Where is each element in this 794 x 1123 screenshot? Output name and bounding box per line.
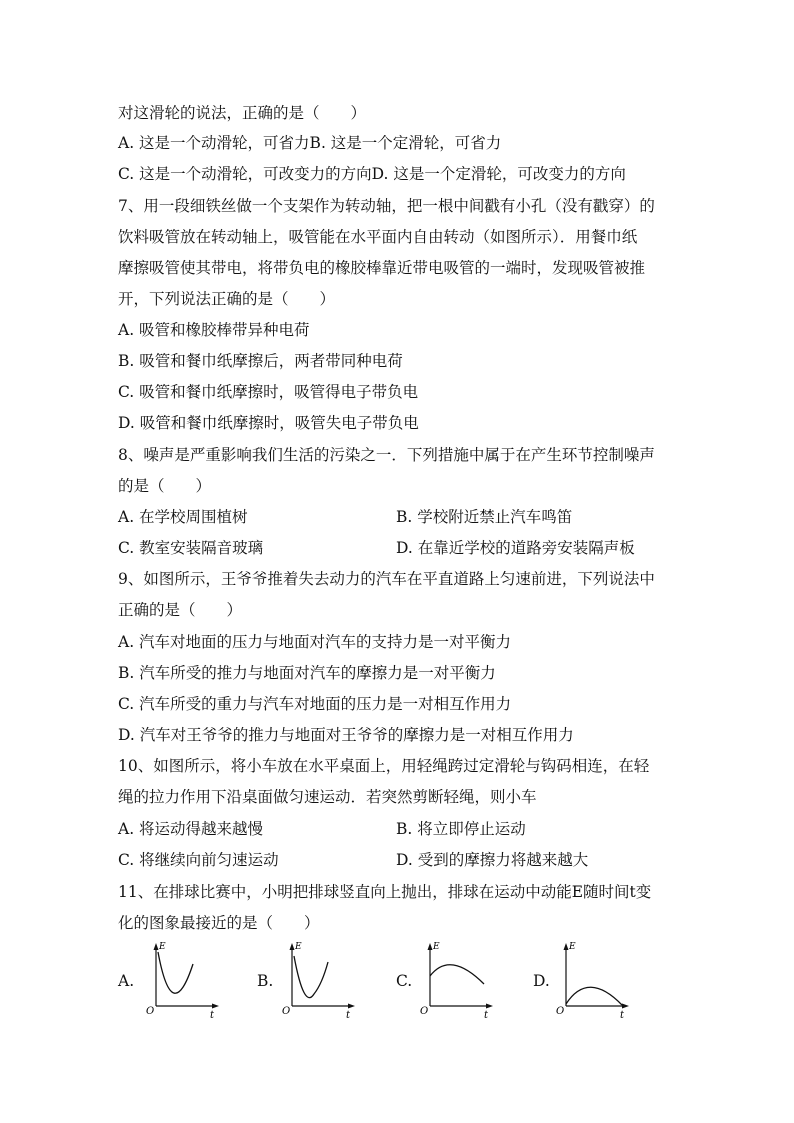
graph-a-x-arrow xyxy=(212,1004,219,1009)
graph-d-x-arrow xyxy=(622,1004,629,1009)
graph-a xyxy=(144,940,224,1020)
graph-d-y-arrow xyxy=(564,943,569,950)
graph-a-origin-label: O xyxy=(146,1006,155,1017)
q10-option-b: B. 将立即停止运动 xyxy=(396,820,526,838)
q8-option-c: C. 教室安装隔音玻璃 xyxy=(118,539,264,557)
q6-option-cd: C. 这是一个动滑轮，可改变力的方向D. 这是一个定滑轮，可改变力的方向 xyxy=(118,165,626,183)
q7-option-b: B. 吸管和餐巾纸摩擦后，两者带同种电荷 xyxy=(118,352,403,370)
graph-c xyxy=(418,940,498,1020)
graph-b-axis-x-label: t xyxy=(346,1010,351,1021)
graph-a-y-arrow xyxy=(154,943,159,950)
q7-option-a: A. 吸管和橡胶棒带异种电荷 xyxy=(118,321,310,339)
q7-option-d: D. 吸管和餐巾纸摩擦时，吸管失电子带负电 xyxy=(118,414,419,432)
q8-option-a: A. 在学校周围植树 xyxy=(118,508,248,526)
q10-option-a: A. 将运动得越来越慢 xyxy=(118,820,264,838)
q6-option-ab: A. 这是一个动滑轮，可省力B. 这是一个定滑轮，可省力 xyxy=(118,134,502,152)
graph-b-x-arrow xyxy=(348,1004,355,1009)
graph-b-y-arrow xyxy=(290,943,295,950)
graph-c-y-arrow xyxy=(428,943,433,950)
q9-option-a: A. 汽车对地面的压力与地面对汽车的支持力是一对平衡力 xyxy=(118,633,512,651)
q7-stem-line-4: 开，下列说法正确的是（ ） xyxy=(118,290,336,308)
q6-stem-tail: 对这滑轮的说法，正确的是（ ） xyxy=(118,104,367,122)
q9-option-d: D. 汽车对王爷爷的推力与地面对王爷爷的摩擦力是一对相互作用力 xyxy=(118,726,574,744)
graph-c-origin-label: O xyxy=(420,1006,429,1017)
q8-option-b: B. 学校附近禁止汽车鸣笛 xyxy=(396,508,573,526)
q9-option-b: B. 汽车所受的推力与地面对汽车的摩擦力是一对平衡力 xyxy=(118,664,496,682)
graph-d-axis-y-label: E xyxy=(569,942,576,952)
graph-a-label: A. xyxy=(118,972,135,990)
graph-b-curve xyxy=(294,956,328,998)
q10-option-c: C. 将继续向前匀速运动 xyxy=(118,851,279,869)
q9-option-c: C. 汽车所受的重力与汽车对地面的压力是一对相互作用力 xyxy=(118,695,512,713)
q7-stem-line-1: 7、用一段细铁丝做一个支架作为转动轴，把一根中间戳有小孔（没有戳穿）的 xyxy=(118,197,655,215)
graph-b xyxy=(280,940,360,1020)
graph-c-axis-x-label: t xyxy=(484,1010,489,1021)
q10-stem-line-1: 10、如图所示，将小车放在水平桌面上，用轻绳跨过定滑轮与钩码相连，在轻 xyxy=(118,757,650,775)
graph-c-curve xyxy=(430,965,484,984)
q9-stem-line-2: 正确的是（ ） xyxy=(118,601,243,619)
graph-d-origin-label: O xyxy=(556,1006,565,1017)
q11-stem-line-2: 化的图象最接近的是（ ） xyxy=(118,914,320,932)
q7-option-c: C. 吸管和餐巾纸摩擦时，吸管得电子带负电 xyxy=(118,383,419,401)
q7-stem-line-3: 摩擦吸管使其带电，将带负电的橡胶棒靠近带电吸管的一端时，发现吸管被推 xyxy=(118,259,646,277)
graph-c-x-arrow xyxy=(486,1004,493,1009)
graph-d-label: D. xyxy=(533,972,550,990)
q7-stem-line-2: 饮料吸管放在转动轴上，吸管能在水平面内自由转动（如图所示）．用餐巾纸 xyxy=(118,228,638,246)
q8-stem-line-1: 8、噪声是严重影响我们生活的污染之一．下列措施中属于在产生环节控制噪声 xyxy=(118,446,655,464)
graph-d-curve xyxy=(566,987,622,1005)
graph-b-axis-y-label: E xyxy=(295,942,302,952)
q11-stem-line-1: 11、在排球比赛中，小明把排球竖直向上抛出，排球在运动中动能E随时间t变 xyxy=(118,883,652,901)
q8-option-d: D. 在靠近学校的道路旁安装隔声板 xyxy=(396,539,635,557)
graph-d-axis-x-label: t xyxy=(620,1010,625,1021)
graph-a-axis-x-label: t xyxy=(210,1010,215,1021)
graph-c-axis-y-label: E xyxy=(433,942,440,952)
graph-b-origin-label: O xyxy=(282,1006,291,1017)
q10-stem-line-2: 绳的拉力作用下沿桌面做匀速运动．若突然剪断轻绳，则小车 xyxy=(118,788,537,806)
graph-a-curve xyxy=(158,952,193,993)
graph-b-label: B. xyxy=(257,972,274,990)
q8-stem-line-2: 的是（ ） xyxy=(118,477,212,495)
graph-c-label: C. xyxy=(396,972,413,990)
graph-d xyxy=(554,940,634,1020)
q10-option-d: D. 受到的摩擦力将越来越大 xyxy=(396,851,589,869)
graph-a-axis-y-label: E xyxy=(159,942,166,952)
q9-stem-line-1: 9、如图所示，王爷爷推着失去动力的汽车在平直道路上匀速前进，下列说法中 xyxy=(118,570,655,588)
